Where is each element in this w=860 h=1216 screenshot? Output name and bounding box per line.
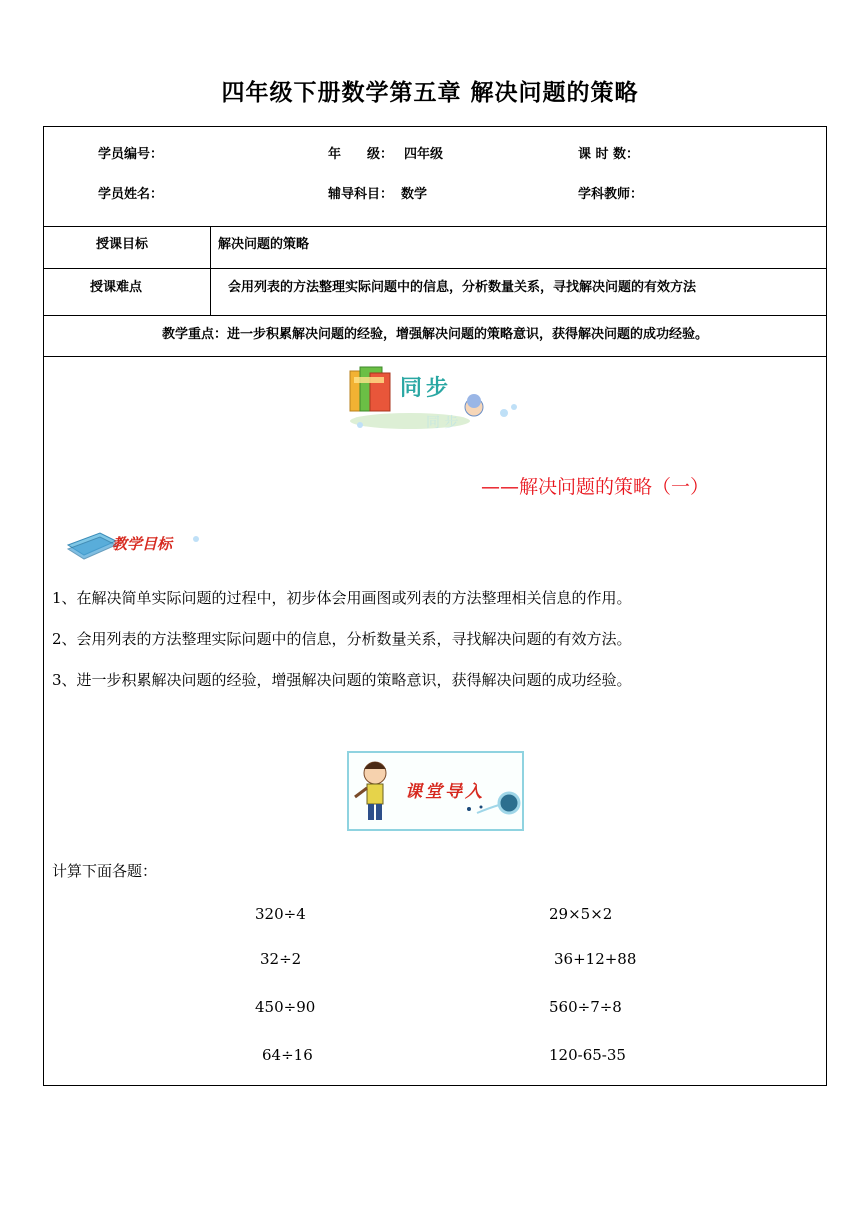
calc-item: 64÷16 [262,1046,313,1064]
difficulty-label: 授课难点 [90,280,143,295]
objective-item: 3、进一步积累解决问题的经验，增强解决问题的策略意识，获得解决问题的成功经验。 [52,671,632,689]
calc-item: 120-65-35 [549,1046,626,1064]
lesson-table [43,126,827,1086]
calc-item: 450÷90 [255,998,316,1016]
sync-banner-text: 同步 [400,376,453,401]
svg-text:同 步: 同 步 [426,415,459,431]
goal-label: 授课目标 [96,237,149,252]
objectives-banner [64,527,204,561]
student-id-label: 学员编号： [98,147,164,162]
grade-value: 四年级 [404,147,444,162]
section-title: ——解决问题的策略（一） [481,476,710,498]
calc-item: 36+12+88 [554,950,637,968]
col-divider [210,226,211,268]
row-divider [44,268,826,269]
col-divider [210,268,211,315]
row-divider [44,356,826,357]
calc-item: 29×5×2 [549,905,613,923]
objective-item: 1、在解决简单实际问题的过程中，初步体会用画图或列表的方法整理相关信息的作用。 [52,589,632,607]
subject-label: 辅导科目： [328,187,394,202]
teacher-label: 学科教师： [578,187,644,202]
calc-prompt: 计算下面各题： [52,862,158,880]
intro-banner [347,751,524,831]
grade-label: 年 级： [328,147,394,162]
teaching-focus: 教学重点：进一步积累解决问题的经验，增强解决问题的策略意识，获得解决问题的成功经验。 [161,327,708,342]
student-name-label: 学员姓名： [98,187,164,202]
subject-value: 数学 [401,187,428,202]
row-divider [44,226,826,227]
page-title: 四年级下册数学第五章 解决问题的策略 [221,80,639,106]
goal-value: 解决问题的策略 [218,237,310,252]
calc-item: 320÷4 [255,905,306,923]
objectives-banner-text: 教学目标 [112,535,173,553]
difficulty-value: 会用列表的方法整理实际问题中的信息，分析数量关系，寻找解决问题的有效方法 [228,280,697,295]
hours-label: 课 时 数： [578,147,640,162]
row-divider [44,315,826,316]
calc-item: 32÷2 [260,950,302,968]
sync-banner [340,363,530,443]
intro-banner-text: 课堂导入 [405,782,485,802]
objective-item: 2、会用列表的方法整理实际问题中的信息，分析数量关系，寻找解决问题的有效方法。 [52,630,632,648]
calc-item: 560÷7÷8 [549,998,622,1016]
